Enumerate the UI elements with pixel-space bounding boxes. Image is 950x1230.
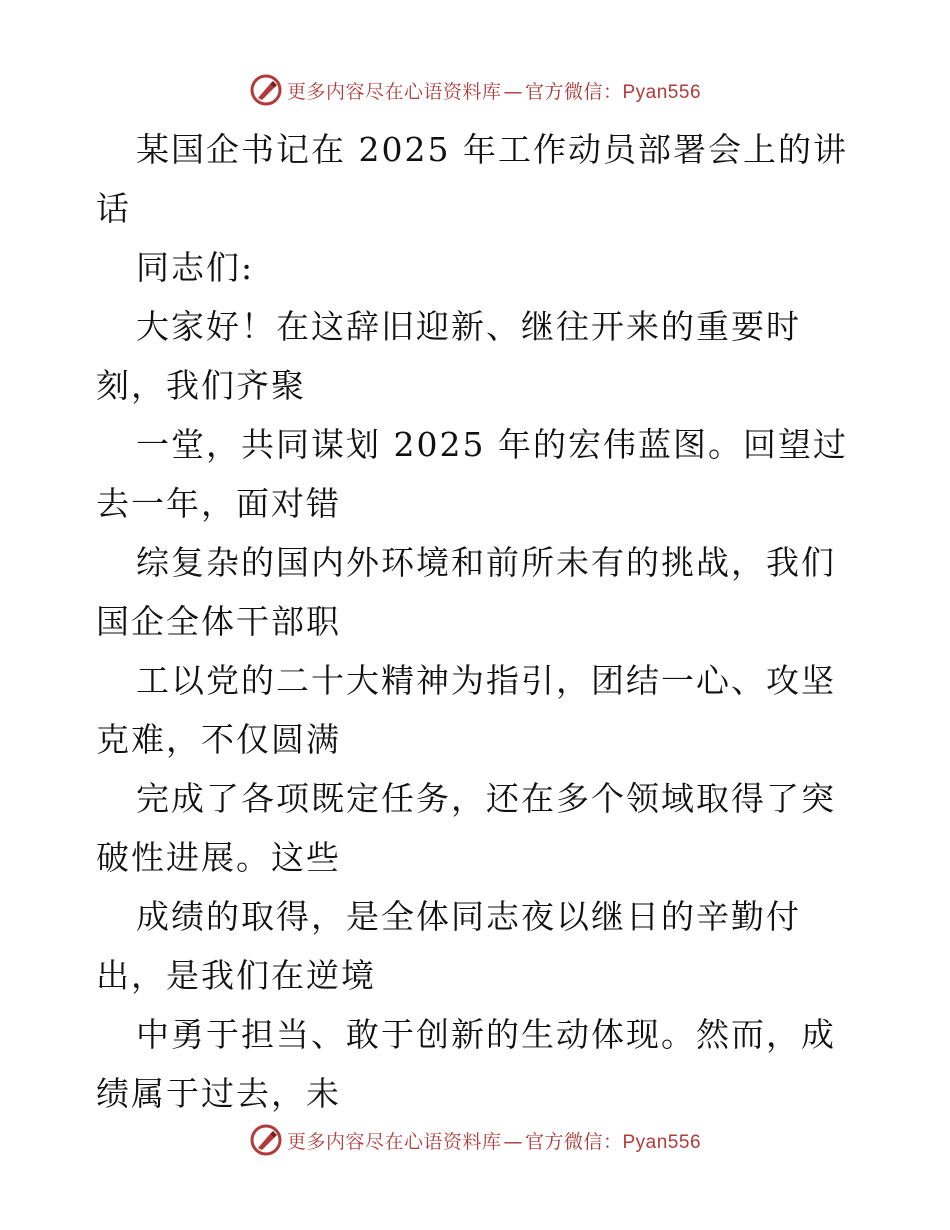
footer-banner [0, 1120, 950, 1160]
paragraph: 完成了各项既定任务，还在多个领域取得了突破性进展。这些 [96, 779, 836, 877]
banner-wechat-id: Pyan556 [622, 1131, 702, 1153]
document-body [96, 120, 856, 1123]
pen-logo-icon [249, 73, 283, 107]
paragraph: 综复杂的国内外环境和前所未有的挑战，我们国企全体干部职 [96, 543, 836, 641]
banner-text [287, 1127, 701, 1154]
banner-text [287, 77, 701, 104]
paragraph: 一堂，共同谋划 2025 年的宏伟蓝图。回望过去一年，面对错 [96, 425, 848, 523]
banner-wechat-label: 官方微信： [524, 1130, 623, 1153]
banner-separator: — [503, 80, 523, 103]
paragraph: 成绩的取得，是全体同志夜以继日的辛勤付出，是我们在逆境 [96, 897, 801, 995]
paragraph: 中勇于担当、敢于创新的生动体现。然而，成绩属于过去，未 [96, 1015, 836, 1113]
banner-slogan: 更多内容尽在心语资料库 [286, 80, 502, 103]
salutation: 同志们: [136, 248, 255, 287]
paragraph: 大家好！在这辞旧迎新、继往开来的重要时刻，我们齐聚 [96, 307, 801, 405]
paragraph: 工以党的二十大精神为指引，团结一心、攻坚克难，不仅圆满 [96, 661, 836, 759]
banner-wechat-id: Pyan556 [622, 81, 702, 103]
banner-separator: — [503, 1130, 523, 1153]
banner-slogan: 更多内容尽在心语资料库 [286, 1130, 502, 1153]
header-banner [0, 70, 950, 110]
banner-wechat-label: 官方微信： [524, 80, 623, 103]
document-title: 某国企书记在 2025 年工作动员部署会上的讲话 [96, 130, 848, 228]
pen-logo-icon [249, 1123, 283, 1157]
